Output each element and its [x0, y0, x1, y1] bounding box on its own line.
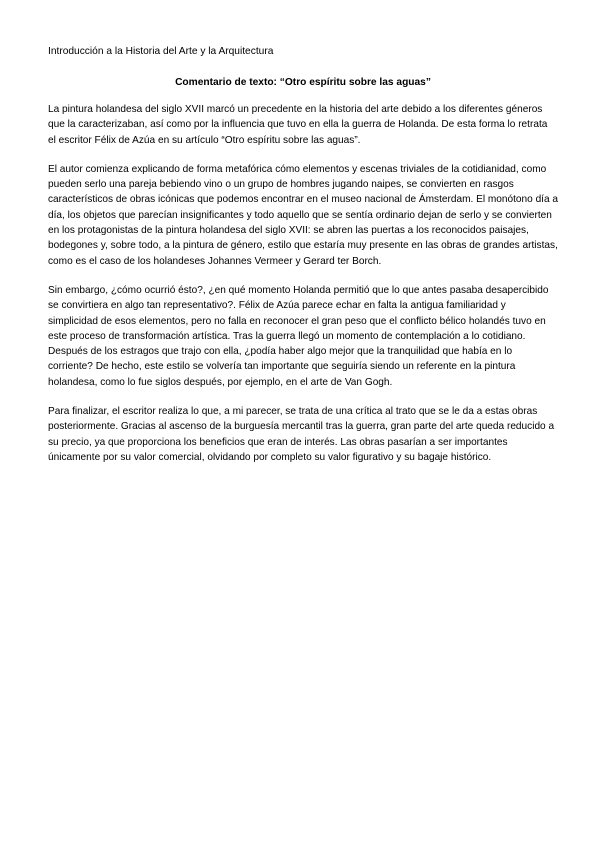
paragraph-1: La pintura holandesa del siglo XVII marcó un precedente en la historia del arte debido a los diferentes géneros que la caracterizaban, así como por la influencia que tuvo en ella la guerra de Holanda. De esta forma lo retrata el escritor Félix de Azúa en su artículo “Otro espíritu sobre las aguas”. — [48, 104, 548, 146]
document-page — [48, 45, 558, 465]
course-header: Introducción a la Historia del Arte y la Arquitectura — [48, 46, 274, 57]
paragraph-4: Para finalizar, el escritor realiza lo que, a mi parecer, se trata de una crítica al trato que se le da a estas obras posteriormente. Gracias al ascenso de la burguesía mercantil tras la guerra, gran parte del arte queda reducido a su precio, ya que proporciona los beneficios que eran de interés. Las obras pasarían a ser importantes únicamente por su valor comercial, olvidando por completo su valor figurativo y su bagaje histórico. — [48, 406, 555, 463]
paragraph-2: El autor comienza explicando de forma metafórica cómo elementos y escenas triviales de la cotidianidad, como pueden serlo una pareja bebiendo vino o un grupo de hombres jugando naipes, se convierten en rasgos característicos de obras icónicas que podemos encontrar en el museo nacional de Ámsterdam. El monótono día a día, los objetos que parecían insignificantes y todo aquello que se sentía ordinario dejan de serlo y se convierten en los protagonistas de la pintura holandesa del siglo XVII: se abren las puertas a los reconocidos paisajes, bodegones y, sobre todo, a la pintura de género, estilo que estaría muy presente en las obras de grandes artistas, como es el caso de los holandeses Johannes Vermeer y Gerard ter Borch. — [48, 163, 559, 267]
paragraph-3: Sin embargo, ¿cómo ocurrió ésto?, ¿en qué momento Holanda permitió que lo que antes pasaba desapercibido se convirtiera en algo tan representativo?. Félix de Azúa parece echar en falta la antigua familiaridad y simplicidad de esos elementos, pero no falla en reconocer el gran peso que el conflicto bélico holandés tuvo en este proceso de transformación artística. Tras la guerra llegó un momento de contemplación a lo cotidiano. Después de los estragos que trajo con ella, ¿podía haber algo mejor que la tranquilidad que había en lo corriente? De hecho, este estilo se volvería tan importante que seguiría siendo un referente en la pintura holandesa, como lo fue siglos después, por ejemplo, en el arte de Van Gogh. — [48, 284, 549, 388]
document-title: Comentario de texto: “Otro espíritu sobre las aguas” — [175, 77, 431, 88]
